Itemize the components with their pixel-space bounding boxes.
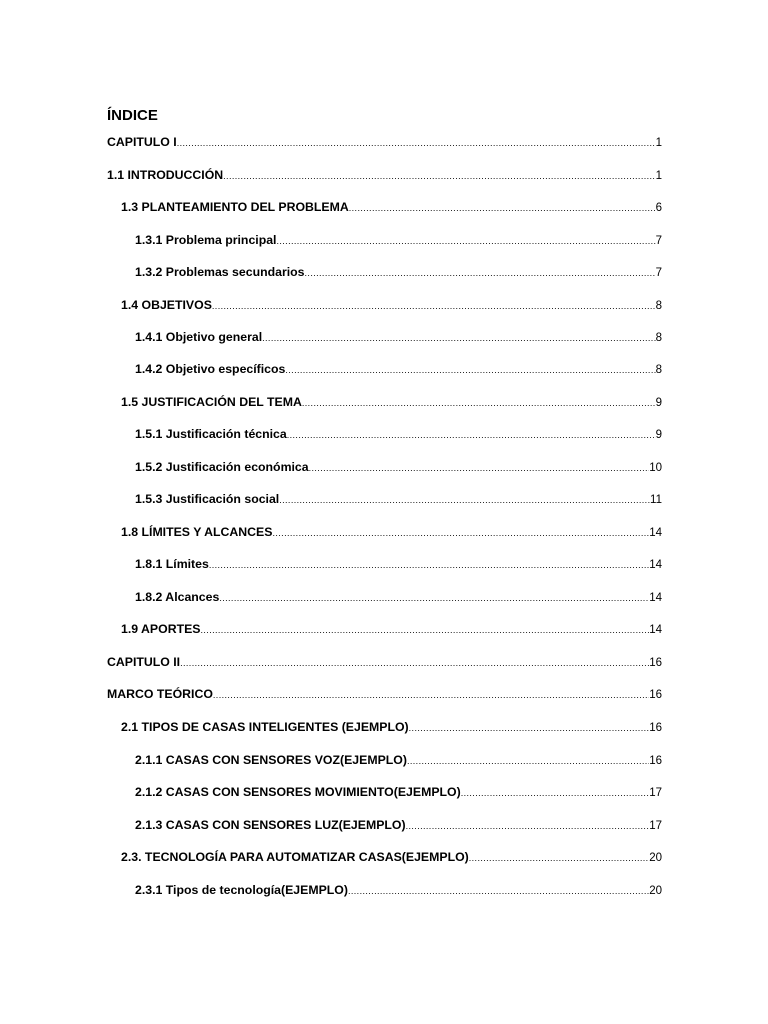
toc-entry-label: 1.4.2 Objetivo específicos [135, 362, 286, 376]
toc-entry[interactable] [135, 783, 662, 801]
toc-leader [409, 719, 650, 737]
toc-entry-page: 14 [649, 527, 662, 539]
toc-entry-label: 1.5 JUSTIFICACIÓN DEL TEMA [121, 395, 302, 409]
toc-entry-label: 1.8.2 Alcances [135, 590, 220, 604]
toc-entry-label: 1.3.2 Problemas secundarios [135, 265, 305, 279]
toc-leader [287, 426, 656, 444]
toc-entry-label: 1.5.3 Justificación social [135, 492, 280, 506]
toc-leader [349, 199, 656, 217]
toc-leader [279, 491, 650, 509]
toc-entry[interactable] [135, 360, 662, 378]
toc-entry-label: MARCO TEÓRICO [107, 687, 213, 701]
toc-entry-page: 16 [649, 657, 662, 669]
toc-leader [305, 264, 656, 282]
toc-leader [276, 232, 655, 250]
toc-entry-label: 1.5.1 Justificación técnica [135, 427, 287, 441]
toc-leader [219, 589, 649, 607]
toc-entry-label: 1.9 APORTES [121, 622, 201, 636]
toc-entry-page: 9 [655, 429, 662, 441]
toc-entry-page: 17 [649, 787, 662, 799]
toc-entry-label: 1.8.1 Límites [135, 557, 209, 571]
toc-entry-page: 11 [650, 494, 662, 506]
toc-entry-label: 1.4.1 Objetivo general [135, 330, 263, 344]
toc-entry[interactable] [135, 425, 662, 443]
toc-entry-label: 2.1.2 CASAS CON SENSORES MOVIMIENTO(EJEMPLO) [135, 785, 461, 799]
toc-leader [407, 752, 649, 770]
toc-entry[interactable] [135, 816, 662, 834]
toc-entry-page: 16 [649, 689, 662, 701]
toc-entry[interactable] [121, 523, 662, 541]
toc-entry[interactable] [121, 296, 662, 314]
toc-entry[interactable] [107, 653, 662, 671]
toc-entry[interactable] [107, 166, 662, 184]
toc-entry-page: 7 [655, 235, 662, 247]
toc-leader [406, 817, 650, 835]
toc-entry[interactable] [135, 881, 662, 899]
toc-entry[interactable] [121, 718, 662, 736]
toc-entry[interactable] [135, 751, 662, 769]
toc-leader [285, 361, 655, 379]
toc-entry-page: 14 [649, 559, 662, 571]
toc-entry-page: 10 [649, 462, 662, 474]
toc-entry-label: 2.3.1 Tipos de tecnología(EJEMPLO) [135, 883, 348, 897]
toc-entry-label: CAPITULO I [107, 135, 177, 149]
toc-heading: ÍNDICE [107, 107, 158, 124]
toc-entry[interactable] [107, 133, 662, 151]
toc-entry-page: 8 [655, 332, 662, 344]
toc-entry[interactable] [135, 263, 662, 281]
toc-entry-page: 17 [649, 820, 662, 832]
toc-leader [177, 134, 656, 152]
toc-entry-label: 2.1.1 CASAS CON SENSORES VOZ(EJEMPLO) [135, 753, 407, 767]
toc-leader [213, 686, 649, 704]
toc-entry-page: 16 [649, 722, 662, 734]
toc-entry-label: 1.5.2 Justificación económica [135, 460, 309, 474]
toc-entry[interactable] [135, 328, 662, 346]
toc-entry-label: 1.4 OBJETIVOS [121, 298, 212, 312]
toc-entry[interactable] [121, 620, 662, 638]
toc-leader [348, 882, 649, 900]
toc-leader [309, 459, 650, 477]
toc-entry[interactable] [121, 393, 662, 411]
toc-leader [461, 784, 650, 802]
toc-entry[interactable] [135, 555, 662, 573]
toc-entry-page: 1 [655, 170, 662, 182]
toc-leader [209, 556, 649, 574]
toc-entry-page: 16 [649, 755, 662, 767]
toc-entry-page: 7 [655, 267, 662, 279]
toc-entry[interactable] [135, 231, 662, 249]
toc-entry-page: 14 [649, 624, 662, 636]
toc-entry-page: 20 [649, 852, 662, 864]
toc-entry-label: CAPITULO II [107, 655, 181, 669]
toc-entry-label: 2.3. TECNOLOGÍA PARA AUTOMATIZAR CASAS(EJEMPLO) [121, 850, 469, 864]
toc-leader [272, 524, 649, 542]
toc-entry-page: 1 [655, 137, 662, 149]
toc-leader [212, 297, 656, 315]
toc-entry[interactable] [121, 198, 662, 216]
toc-entry-label: 1.1 INTRODUCCIÓN [107, 168, 224, 182]
toc-entry[interactable] [135, 458, 662, 476]
toc-entry[interactable] [135, 490, 662, 508]
toc-leader [201, 621, 650, 639]
toc-leader [302, 394, 656, 412]
toc-entry-page: 6 [655, 202, 662, 214]
toc-entry[interactable] [135, 588, 662, 606]
toc-leader [180, 654, 649, 672]
toc-entry-page: 20 [649, 885, 662, 897]
toc-leader [262, 329, 655, 347]
toc-entry[interactable] [107, 685, 662, 703]
toc-entry-label: 1.3 PLANTEAMIENTO DEL PROBLEMA [121, 200, 349, 214]
toc-entry[interactable] [121, 848, 662, 866]
toc-entry-page: 14 [649, 592, 662, 604]
toc-entry-label: 2.1 TIPOS DE CASAS INTELIGENTES (EJEMPLO) [121, 720, 409, 734]
toc-entry-label: 1.3.1 Problema principal [135, 233, 277, 247]
toc-entry-page: 9 [655, 397, 662, 409]
toc-entry-page: 8 [655, 300, 662, 312]
toc-leader [223, 167, 655, 185]
toc-leader [469, 849, 649, 867]
toc-entry-label: 1.8 LÍMITES Y ALCANCES [121, 525, 273, 539]
toc-entry-page: 8 [655, 364, 662, 376]
toc-entry-label: 2.1.3 CASAS CON SENSORES LUZ(EJEMPLO) [135, 818, 406, 832]
